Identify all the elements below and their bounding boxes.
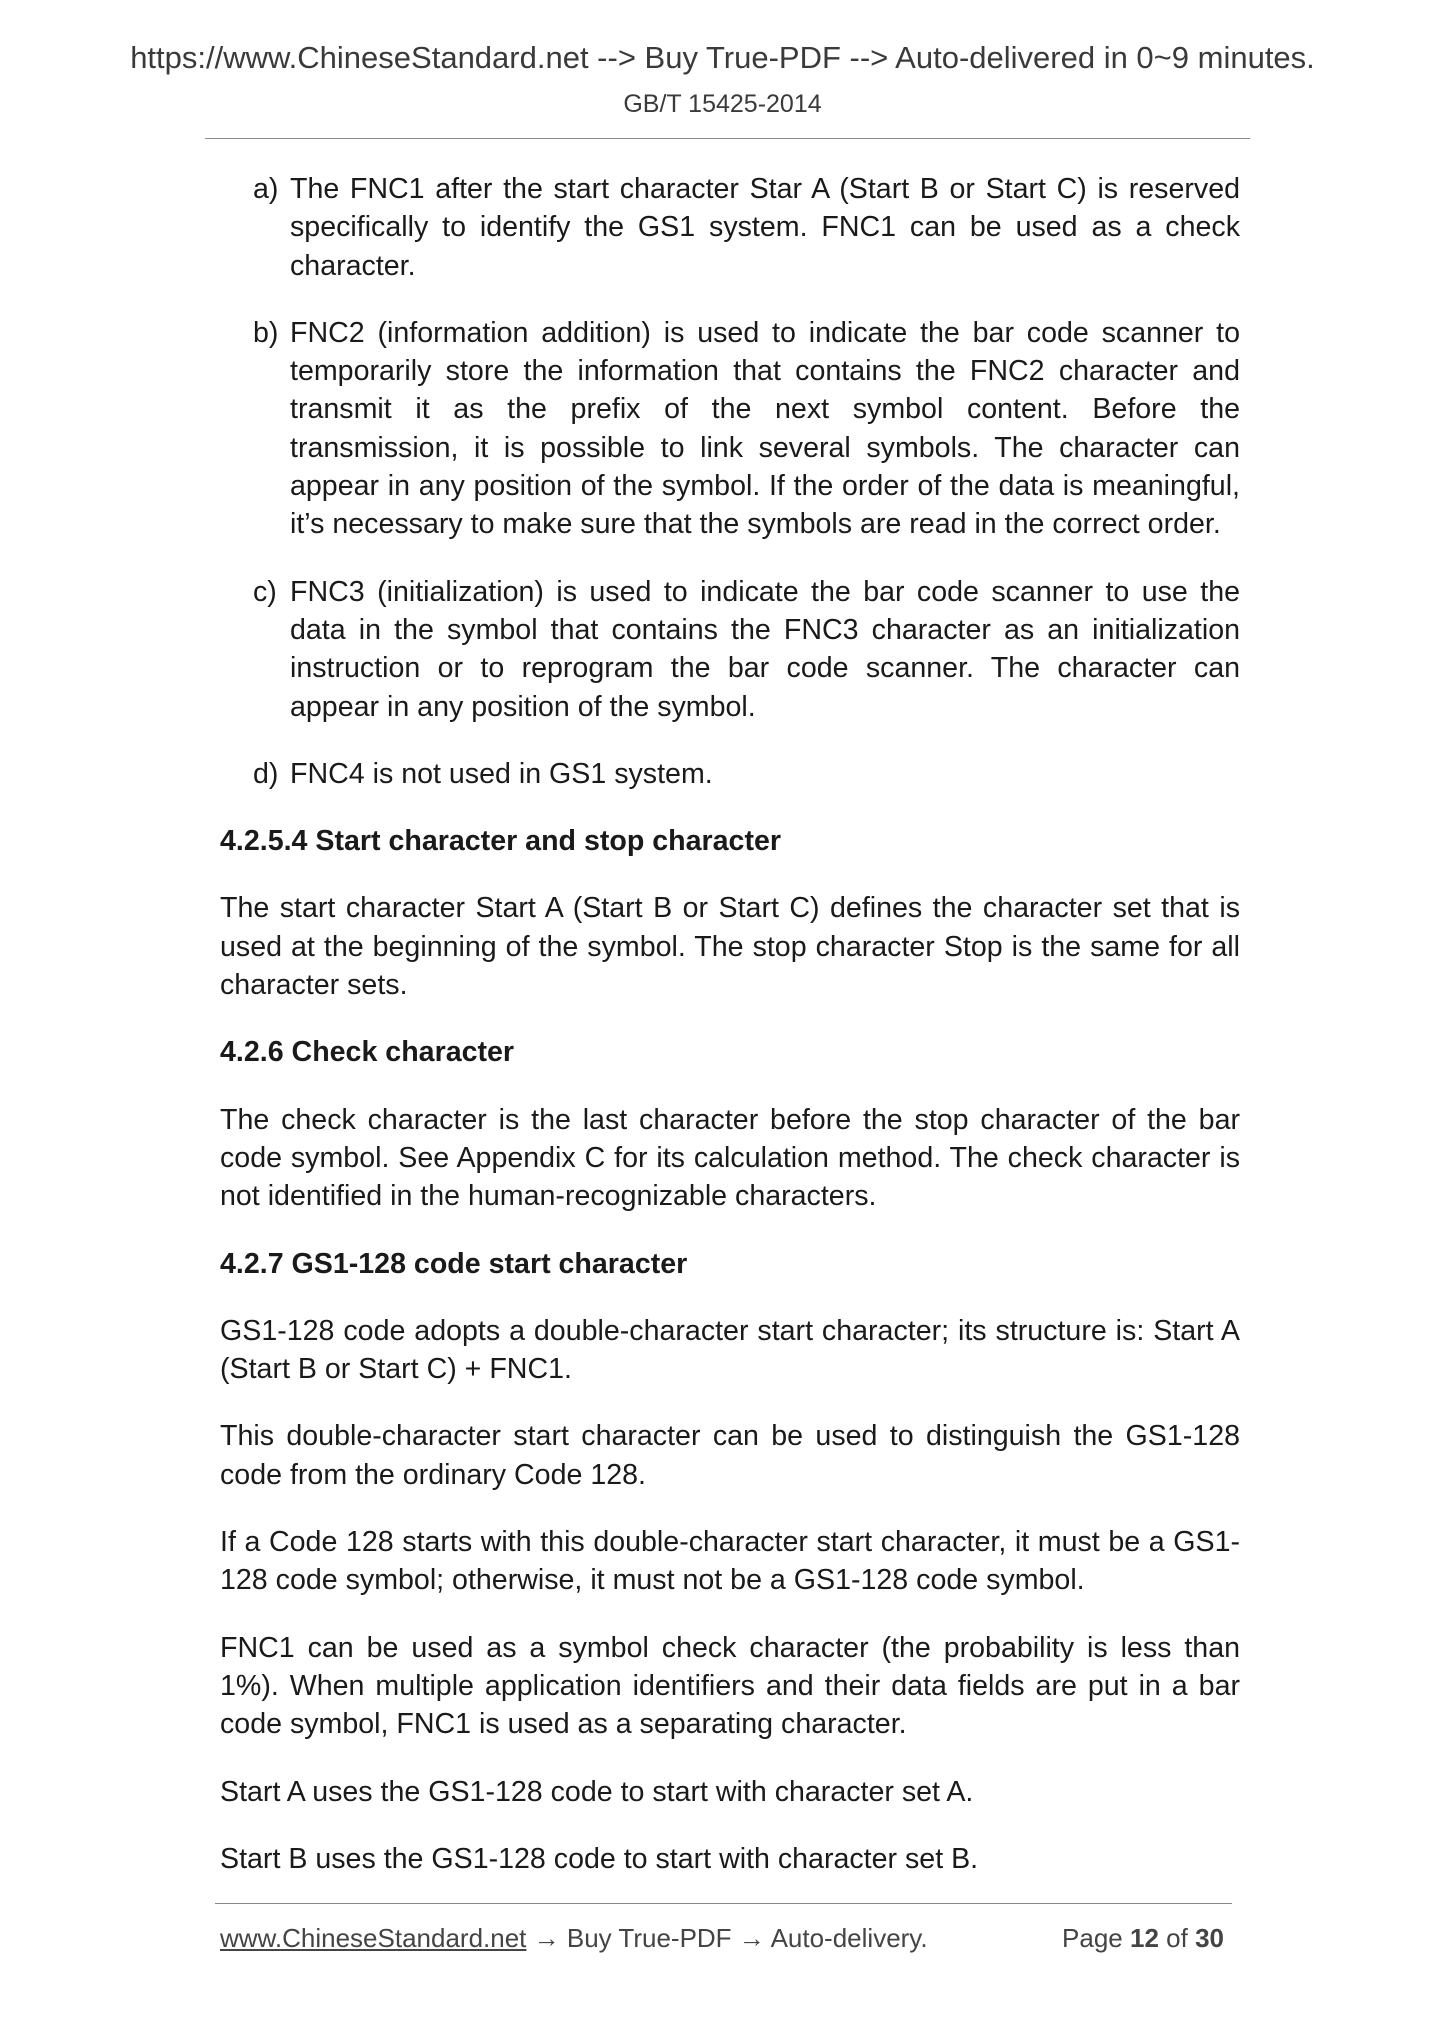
header-standard-number: GB/T 15425-2014 xyxy=(623,90,822,118)
list-text: The FNC1 after the start character Star A (Start B or Start C) is reserved specifically to identify the GS1 system. FNC1 can be used as a check character. xyxy=(290,173,1240,282)
list-marker: b) xyxy=(253,316,279,349)
section-4-2-7-paragraph-4: FNC1 can be used as a symbol check character (the probability is less than 1%). When multiple application identifiers and their data fields are put in a bar code symbol, FNC1 is used as a separating character. xyxy=(220,1631,1240,1741)
footer-divider xyxy=(215,1903,1232,1904)
list-marker: c) xyxy=(253,575,277,608)
section-heading-4-2-7: 4.2.7 GS1-128 code start character xyxy=(220,1247,688,1280)
page-label: Page xyxy=(1062,1923,1123,1953)
list-text: FNC3 (initialization) is used to indicate the bar code scanner to use the data in the symbol that contains the FNC3 character as an initialization instruction or to reprogram the bar code scanner. The character can appear in any position of the symbol. xyxy=(290,575,1240,723)
section-heading-4-2-6: 4.2.6 Check character xyxy=(220,1036,515,1069)
list-item-a xyxy=(253,170,1240,285)
footer-tagline: → Buy True-PDF → Auto-delivery. xyxy=(526,1923,928,1953)
header-url-banner: https://www.ChineseStandard.net --> Buy True-PDF --> Auto-delivered in 0~9 minutes. xyxy=(130,40,1315,75)
list-item-d xyxy=(253,755,1240,793)
section-4-2-5-4-paragraph: The start character Start A (Start B or Start C) defines the character set that is used at the beginning of the symbol. The stop character Stop is the same for all character sets. xyxy=(220,892,1240,1002)
page-number-indicator xyxy=(1062,1923,1224,1954)
page-total: 30 xyxy=(1195,1923,1224,1953)
page-footer xyxy=(220,1923,1232,1954)
page-of-label: of xyxy=(1166,1923,1188,1953)
list-marker: a) xyxy=(253,173,279,205)
section-4-2-7-paragraph-6: Start B uses the GS1-128 code to start with character set B. xyxy=(220,1842,979,1875)
list-marker: d) xyxy=(253,757,279,790)
footer-site-link[interactable]: www.ChineseStandard.net xyxy=(220,1923,527,1953)
section-4-2-7-paragraph-5: Start A uses the GS1-128 code to start with character set A. xyxy=(220,1775,974,1808)
header-divider xyxy=(205,138,1250,139)
section-4-2-7-paragraph-3: If a Code 128 starts with this double-character start character, it must be a GS1-128 code symbol; otherwise, it must not be a GS1-128 code symbol. xyxy=(220,1526,1240,1597)
list-item-b xyxy=(253,314,1240,544)
section-4-2-6-paragraph: The check character is the last character before the stop character of the bar code symbol. See Appendix C for its calculation method. The check character is not identified in the human-recognizable characters. xyxy=(220,1103,1240,1213)
section-4-2-7-paragraph-1: GS1-128 code adopts a double-character start character; its structure is: Start A (Start B or Start C) + FNC1. xyxy=(220,1314,1240,1386)
document-body xyxy=(220,170,1240,1907)
page-current: 12 xyxy=(1130,1923,1159,1953)
section-heading-4-2-5-4: 4.2.5.4 Start character and stop character xyxy=(220,825,782,858)
section-4-2-7-paragraph-2: This double-character start character can be used to distinguish the GS1-128 code from the ordinary Code 128. xyxy=(220,1420,1240,1491)
list-item-c xyxy=(253,573,1240,726)
list-text: FNC2 (information addition) is used to indicate the bar code scanner to temporarily store the information that contains the FNC2 character and transmit it as the prefix of the next symbol content. Before the transmission, it is possible to link several symbols. The character can appear in any position of the symbol. If the order of the data is meaningful, it’s necessary to make sure that the symbols are read in the correct order. xyxy=(290,316,1240,541)
list-text: FNC4 is not used in GS1 system. xyxy=(290,757,713,790)
